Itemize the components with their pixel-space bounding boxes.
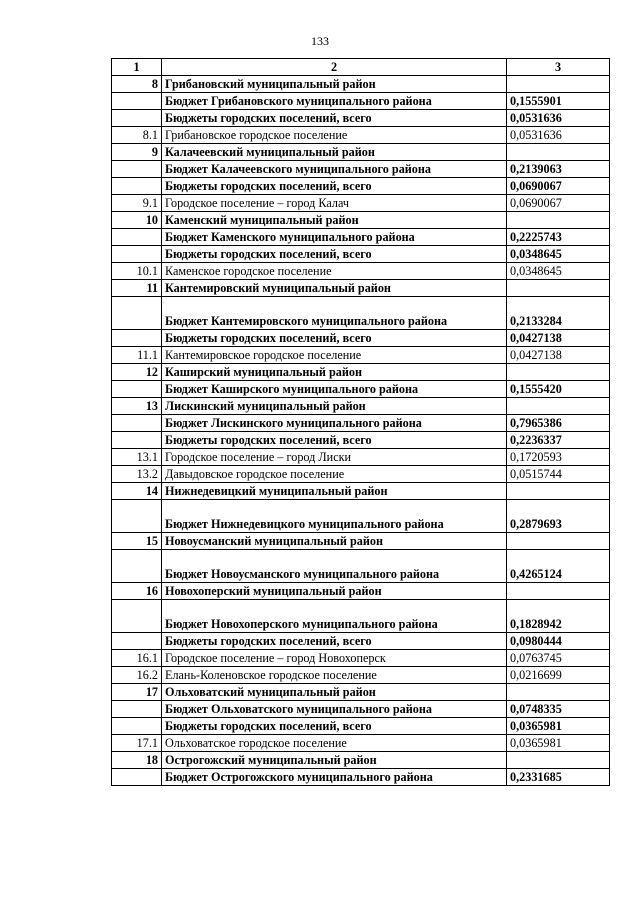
- row-value: 0,1828942: [507, 600, 610, 633]
- table-row: [112, 483, 610, 500]
- table-row: [112, 195, 610, 212]
- table-row: [112, 432, 610, 449]
- row-value: 0,0531636: [507, 110, 610, 127]
- table-row: [112, 415, 610, 432]
- row-number: 18: [112, 752, 162, 769]
- row-name: Бюджеты городских поселений, всего: [162, 432, 507, 449]
- table-row: [112, 533, 610, 550]
- row-name: Бюджет Каширского муниципального района: [162, 381, 507, 398]
- table-row: [112, 752, 610, 769]
- row-name: Бюджет Новохоперского муниципального района: [162, 600, 507, 633]
- table-row: [112, 769, 610, 786]
- row-value: [507, 583, 610, 600]
- row-name: Каширский муниципальный район: [162, 364, 507, 381]
- row-name: Бюджет Ольховатского муниципального района: [162, 701, 507, 718]
- row-name: Бюджет Нижнедевицкого муниципального района: [162, 500, 507, 533]
- row-value: 0,2225743: [507, 229, 610, 246]
- row-name: Новоусманский муниципальный район: [162, 533, 507, 550]
- table-row: [112, 684, 610, 701]
- row-name: Бюджеты городских поселений, всего: [162, 246, 507, 263]
- row-value: 0,0365981: [507, 735, 610, 752]
- row-number: 13.1: [112, 449, 162, 466]
- row-value: 0,2133284: [507, 297, 610, 330]
- row-name: Калачеевский муниципальный район: [162, 144, 507, 161]
- table-row: [112, 466, 610, 483]
- row-number: [112, 600, 162, 633]
- row-value: 0,0348645: [507, 246, 610, 263]
- table-header-row: [112, 59, 610, 76]
- row-name: Елань-Коленовское городское поселение: [162, 667, 507, 684]
- row-value: 0,0348645: [507, 263, 610, 280]
- table-row: [112, 583, 610, 600]
- row-value: [507, 398, 610, 415]
- row-number: [112, 415, 162, 432]
- row-value: 0,0515744: [507, 466, 610, 483]
- row-number: 16.1: [112, 650, 162, 667]
- row-value: [507, 684, 610, 701]
- row-value: 0,1555901: [507, 93, 610, 110]
- row-number: 8: [112, 76, 162, 93]
- table-row: [112, 263, 610, 280]
- table-row: [112, 93, 610, 110]
- table-row: [112, 178, 610, 195]
- row-value: 0,0690067: [507, 195, 610, 212]
- table-row: [112, 449, 610, 466]
- row-number: [112, 718, 162, 735]
- table-row: [112, 280, 610, 297]
- table-row: [112, 161, 610, 178]
- row-name: Бюджет Каменского муниципального района: [162, 229, 507, 246]
- row-number: 16.2: [112, 667, 162, 684]
- row-number: [112, 229, 162, 246]
- row-number: [112, 93, 162, 110]
- row-number: [112, 432, 162, 449]
- row-name: Бюджет Лискинского муниципального района: [162, 415, 507, 432]
- row-name: Кантемировский муниципальный район: [162, 280, 507, 297]
- row-number: 9: [112, 144, 162, 161]
- row-value: 0,7965386: [507, 415, 610, 432]
- header-col-2: 2: [162, 59, 507, 76]
- row-name: Городское поселение – город Калач: [162, 195, 507, 212]
- table-row: [112, 381, 610, 398]
- row-number: 13: [112, 398, 162, 415]
- row-number: 17.1: [112, 735, 162, 752]
- row-number: [112, 633, 162, 650]
- row-number: 12: [112, 364, 162, 381]
- row-value: [507, 76, 610, 93]
- table-row: [112, 297, 610, 330]
- row-value: 0,2139063: [507, 161, 610, 178]
- row-value: 0,1555420: [507, 381, 610, 398]
- row-value: 0,0763745: [507, 650, 610, 667]
- row-name: Бюджеты городских поселений, всего: [162, 633, 507, 650]
- row-name: Городское поселение – город Лиски: [162, 449, 507, 466]
- row-value: 0,1720593: [507, 449, 610, 466]
- row-number: 10: [112, 212, 162, 229]
- table-row: [112, 229, 610, 246]
- row-name: Бюджеты городских поселений, всего: [162, 330, 507, 347]
- row-name: Бюджет Калачеевского муниципального района: [162, 161, 507, 178]
- row-name: Давыдовское городское поселение: [162, 466, 507, 483]
- row-value: [507, 144, 610, 161]
- row-value: 0,0365981: [507, 718, 610, 735]
- table-row: [112, 246, 610, 263]
- row-value: 0,0690067: [507, 178, 610, 195]
- row-value: [507, 483, 610, 500]
- table-row: [112, 212, 610, 229]
- row-value: 0,0980444: [507, 633, 610, 650]
- table-row: [112, 600, 610, 633]
- row-value: 0,0216699: [507, 667, 610, 684]
- row-name: Кантемировское городское поселение: [162, 347, 507, 364]
- row-number: [112, 381, 162, 398]
- row-name: Бюджет Новоусманского муниципального района: [162, 550, 507, 583]
- table-row: [112, 718, 610, 735]
- row-name: Каменский муниципальный район: [162, 212, 507, 229]
- row-name: Лискинский муниципальный район: [162, 398, 507, 415]
- row-name: Ольховатский муниципальный район: [162, 684, 507, 701]
- table-row: [112, 500, 610, 533]
- row-number: [112, 161, 162, 178]
- row-number: [112, 330, 162, 347]
- row-number: [112, 110, 162, 127]
- table-body: [112, 76, 610, 786]
- row-name: Городское поселение – город Новохоперск: [162, 650, 507, 667]
- row-number: [112, 246, 162, 263]
- table-row: [112, 330, 610, 347]
- row-name: Бюджеты городских поселений, всего: [162, 718, 507, 735]
- row-name: Бюджеты городских поселений, всего: [162, 110, 507, 127]
- row-value: 0,4265124: [507, 550, 610, 583]
- row-value: [507, 752, 610, 769]
- table-row: [112, 633, 610, 650]
- row-number: 8.1: [112, 127, 162, 144]
- row-value: 0,0427138: [507, 330, 610, 347]
- row-name: Бюджет Острогожского муниципального района: [162, 769, 507, 786]
- row-number: 10.1: [112, 263, 162, 280]
- row-number: 15: [112, 533, 162, 550]
- table-row: [112, 110, 610, 127]
- budget-table: [111, 58, 610, 786]
- table-row: [112, 667, 610, 684]
- row-name: Нижнедевицкий муниципальный район: [162, 483, 507, 500]
- row-number: 14: [112, 483, 162, 500]
- row-value: 0,0427138: [507, 347, 610, 364]
- row-number: 17: [112, 684, 162, 701]
- row-value: [507, 364, 610, 381]
- row-number: [112, 178, 162, 195]
- row-value: 0,0531636: [507, 127, 610, 144]
- row-value: 0,0748335: [507, 701, 610, 718]
- table-row: [112, 347, 610, 364]
- row-number: [112, 769, 162, 786]
- row-name: Каменское городское поселение: [162, 263, 507, 280]
- row-number: 9.1: [112, 195, 162, 212]
- row-name: Грибановский муниципальный район: [162, 76, 507, 93]
- row-value: [507, 533, 610, 550]
- table-row: [112, 735, 610, 752]
- header-col-3: 3: [507, 59, 610, 76]
- row-number: [112, 550, 162, 583]
- row-number: 13.2: [112, 466, 162, 483]
- table-row: [112, 650, 610, 667]
- row-number: [112, 297, 162, 330]
- row-name: Грибановское городское поселение: [162, 127, 507, 144]
- row-number: 16: [112, 583, 162, 600]
- table-row: [112, 364, 610, 381]
- row-name: Ольховатское городское поселение: [162, 735, 507, 752]
- row-name: Новохоперский муниципальный район: [162, 583, 507, 600]
- page-number: 133: [311, 34, 329, 48]
- table-row: [112, 550, 610, 583]
- row-value: [507, 212, 610, 229]
- row-name: Бюджеты городских поселений, всего: [162, 178, 507, 195]
- row-value: 0,2236337: [507, 432, 610, 449]
- table-row: [112, 76, 610, 93]
- row-number: 11.1: [112, 347, 162, 364]
- row-name: Острогожский муниципальный район: [162, 752, 507, 769]
- table-row: [112, 398, 610, 415]
- row-name: Бюджет Кантемировского муниципального района: [162, 297, 507, 330]
- row-number: 11: [112, 280, 162, 297]
- row-value: [507, 280, 610, 297]
- row-value: 0,2331685: [507, 769, 610, 786]
- table-row: [112, 144, 610, 161]
- row-number: [112, 701, 162, 718]
- row-value: 0,2879693: [507, 500, 610, 533]
- header-col-1: 1: [112, 59, 162, 76]
- row-name: Бюджет Грибановского муниципального района: [162, 93, 507, 110]
- table-row: [112, 701, 610, 718]
- row-number: [112, 500, 162, 533]
- table-row: [112, 127, 610, 144]
